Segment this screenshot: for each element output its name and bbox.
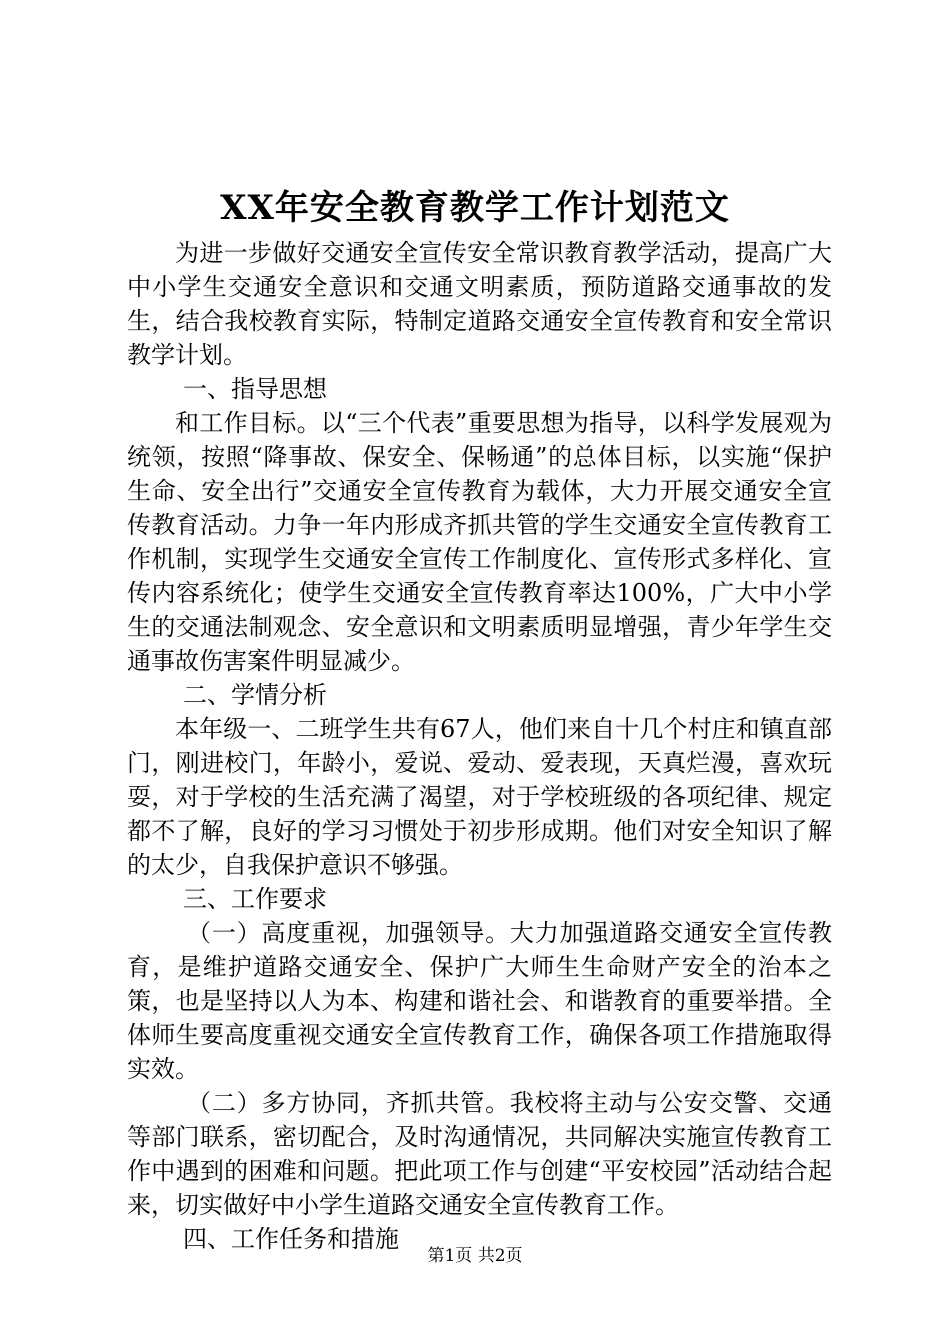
intro-paragraph: 为进一步做好交通安全宣传安全常识教育教学活动，提高广大中小学生交通安全意识和交通文明素质，预防道路交通事故的发生，结合我校教育实际，特制定道路交通安全宣传教育和安全常识教学计划。 <box>127 239 832 369</box>
guiding-ideology-paragraph: 和工作目标。以“三个代表”重要思想为指导，以科学发展观为统领，按照“降事故、保安全、保畅通”的总体目标，以实施“保护生命、安全出行”交通安全宣传教育为载体，大力开展交通安全宣传教育活动。力争一年内形成齐抓共管的学生交通安全宣传教育工作机制，实现学生交通安全宣传工作制度化、宣传形式多样化、宣传内容系统化；使学生交通安全宣传教育率达100%，广大中小学生的交通法制观念、安全意识和文明素质明显增强，青少年学生交通事故伤害案件明显减少。 <box>127 409 832 675</box>
section-heading-student-analysis: 二、学情分析 <box>183 681 327 709</box>
document-title: XX年安全教育教学工作计划范文 <box>220 188 730 228</box>
section-heading-tasks-measures: 四、工作任务和措施 <box>183 1225 399 1253</box>
student-analysis-paragraph: 本年级一、二班学生共有67人，他们来自十几个村庄和镇直部门，刚进校门，年龄小，爱说、爱动、爱表现，天真烂漫，喜欢玩耍，对于学校的生活充满了渴望，对于学校班级的各项纪律、规定都不了解，良好的学习习惯处于初步形成期。他们对安全知识了解的太少，自我保护意识不够强。 <box>127 715 832 879</box>
page-footer: 第1页 共2页 <box>427 1246 523 1266</box>
requirement-one-paragraph: （一）高度重视，加强领导。大力加强道路交通安全宣传教育，是维护道路交通安全、保护广大师生生命财产安全的治本之策，也是坚持以人为本、构建和谐社会、和谐教育的重要举措。全体师生要高度重视交通安全宣传教育工作，确保各项工作措施取得实效。 <box>127 919 832 1083</box>
requirement-two-paragraph: （二）多方协同，齐抓共管。我校将主动与公安交警、交通等部门联系，密切配合，及时沟通情况，共同解决实施宣传教育工作中遇到的困难和问题。把此项工作与创建“平安校园”活动结合起来，切实做好中小学生道路交通安全宣传教育工作。 <box>127 1089 832 1219</box>
document-body <box>127 236 832 1256</box>
section-heading-work-requirements: 三、工作要求 <box>183 885 327 913</box>
section-heading-guiding-ideology: 一、指导思想 <box>183 375 327 403</box>
